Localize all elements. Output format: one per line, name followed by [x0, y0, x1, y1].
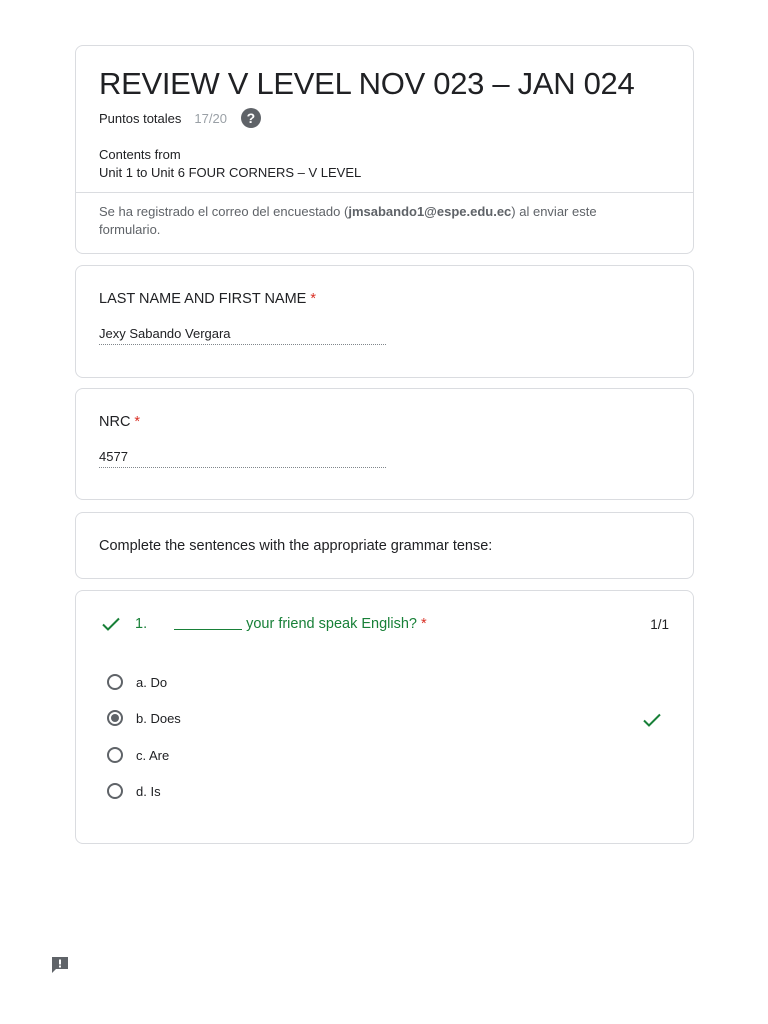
option-c[interactable]	[107, 747, 169, 763]
question-card-1	[75, 590, 694, 844]
radio-button[interactable]	[107, 674, 123, 690]
radio-button[interactable]	[107, 783, 123, 799]
question-title-nrc	[99, 414, 140, 430]
radio-button[interactable]	[107, 747, 123, 763]
email-note	[99, 203, 659, 239]
question-title-text: LAST NAME AND FIRST NAME	[99, 291, 307, 307]
score-label: Puntos totales	[99, 110, 182, 126]
question-1-number: 1.	[135, 616, 148, 632]
question-1-blank	[174, 618, 242, 630]
form-header-card	[75, 45, 694, 254]
required-mark: *	[420, 616, 427, 632]
option-label: b. Does	[136, 710, 181, 726]
question-1-text: your friend speak English?	[246, 616, 417, 632]
radio-button-selected[interactable]	[107, 710, 123, 726]
option-a[interactable]	[107, 674, 167, 690]
question-title-name	[99, 291, 316, 307]
score-row	[99, 108, 261, 128]
option-b[interactable]	[107, 710, 181, 726]
check-icon	[101, 616, 121, 632]
option-label: a. Do	[136, 674, 168, 690]
instructions-card	[75, 512, 694, 579]
score-value: 17/20	[194, 110, 227, 126]
question-1-score: 1/1	[650, 616, 669, 632]
header-divider	[76, 192, 693, 193]
form-description	[99, 146, 361, 182]
option-label: d. Is	[136, 783, 161, 799]
instructions-text: Complete the sentences with the appropriate grammar tense:	[99, 538, 493, 554]
help-circle-icon[interactable]: ?	[241, 108, 261, 128]
required-mark: *	[310, 291, 316, 307]
option-d[interactable]	[107, 783, 161, 799]
answer-name: Jexy Sabando Vergara	[99, 326, 386, 345]
email-note-prefix: Se ha registrado el correo del encuestado (	[99, 204, 349, 219]
email-note-suffix: ) al enviar este formulario.	[99, 204, 597, 237]
correct-check-icon	[642, 712, 662, 728]
question-title-text: NRC	[99, 414, 131, 430]
report-problem-icon[interactable]	[50, 955, 70, 975]
option-label: c. Are	[136, 747, 170, 763]
respondent-email: jmsabando1@espe.edu.ec	[348, 204, 512, 219]
question-1-header	[101, 616, 669, 632]
description-line-2: Unit 1 to Unit 6 FOUR CORNERS – V LEVEL	[99, 165, 362, 180]
answer-nrc: 4577	[99, 449, 386, 468]
question-card-name	[75, 265, 694, 378]
form-title: REVIEW V LEVEL NOV 023 – JAN 024	[99, 66, 635, 101]
required-mark: *	[134, 414, 141, 430]
description-line-1: Contents from	[99, 147, 181, 162]
question-card-nrc	[75, 388, 694, 500]
